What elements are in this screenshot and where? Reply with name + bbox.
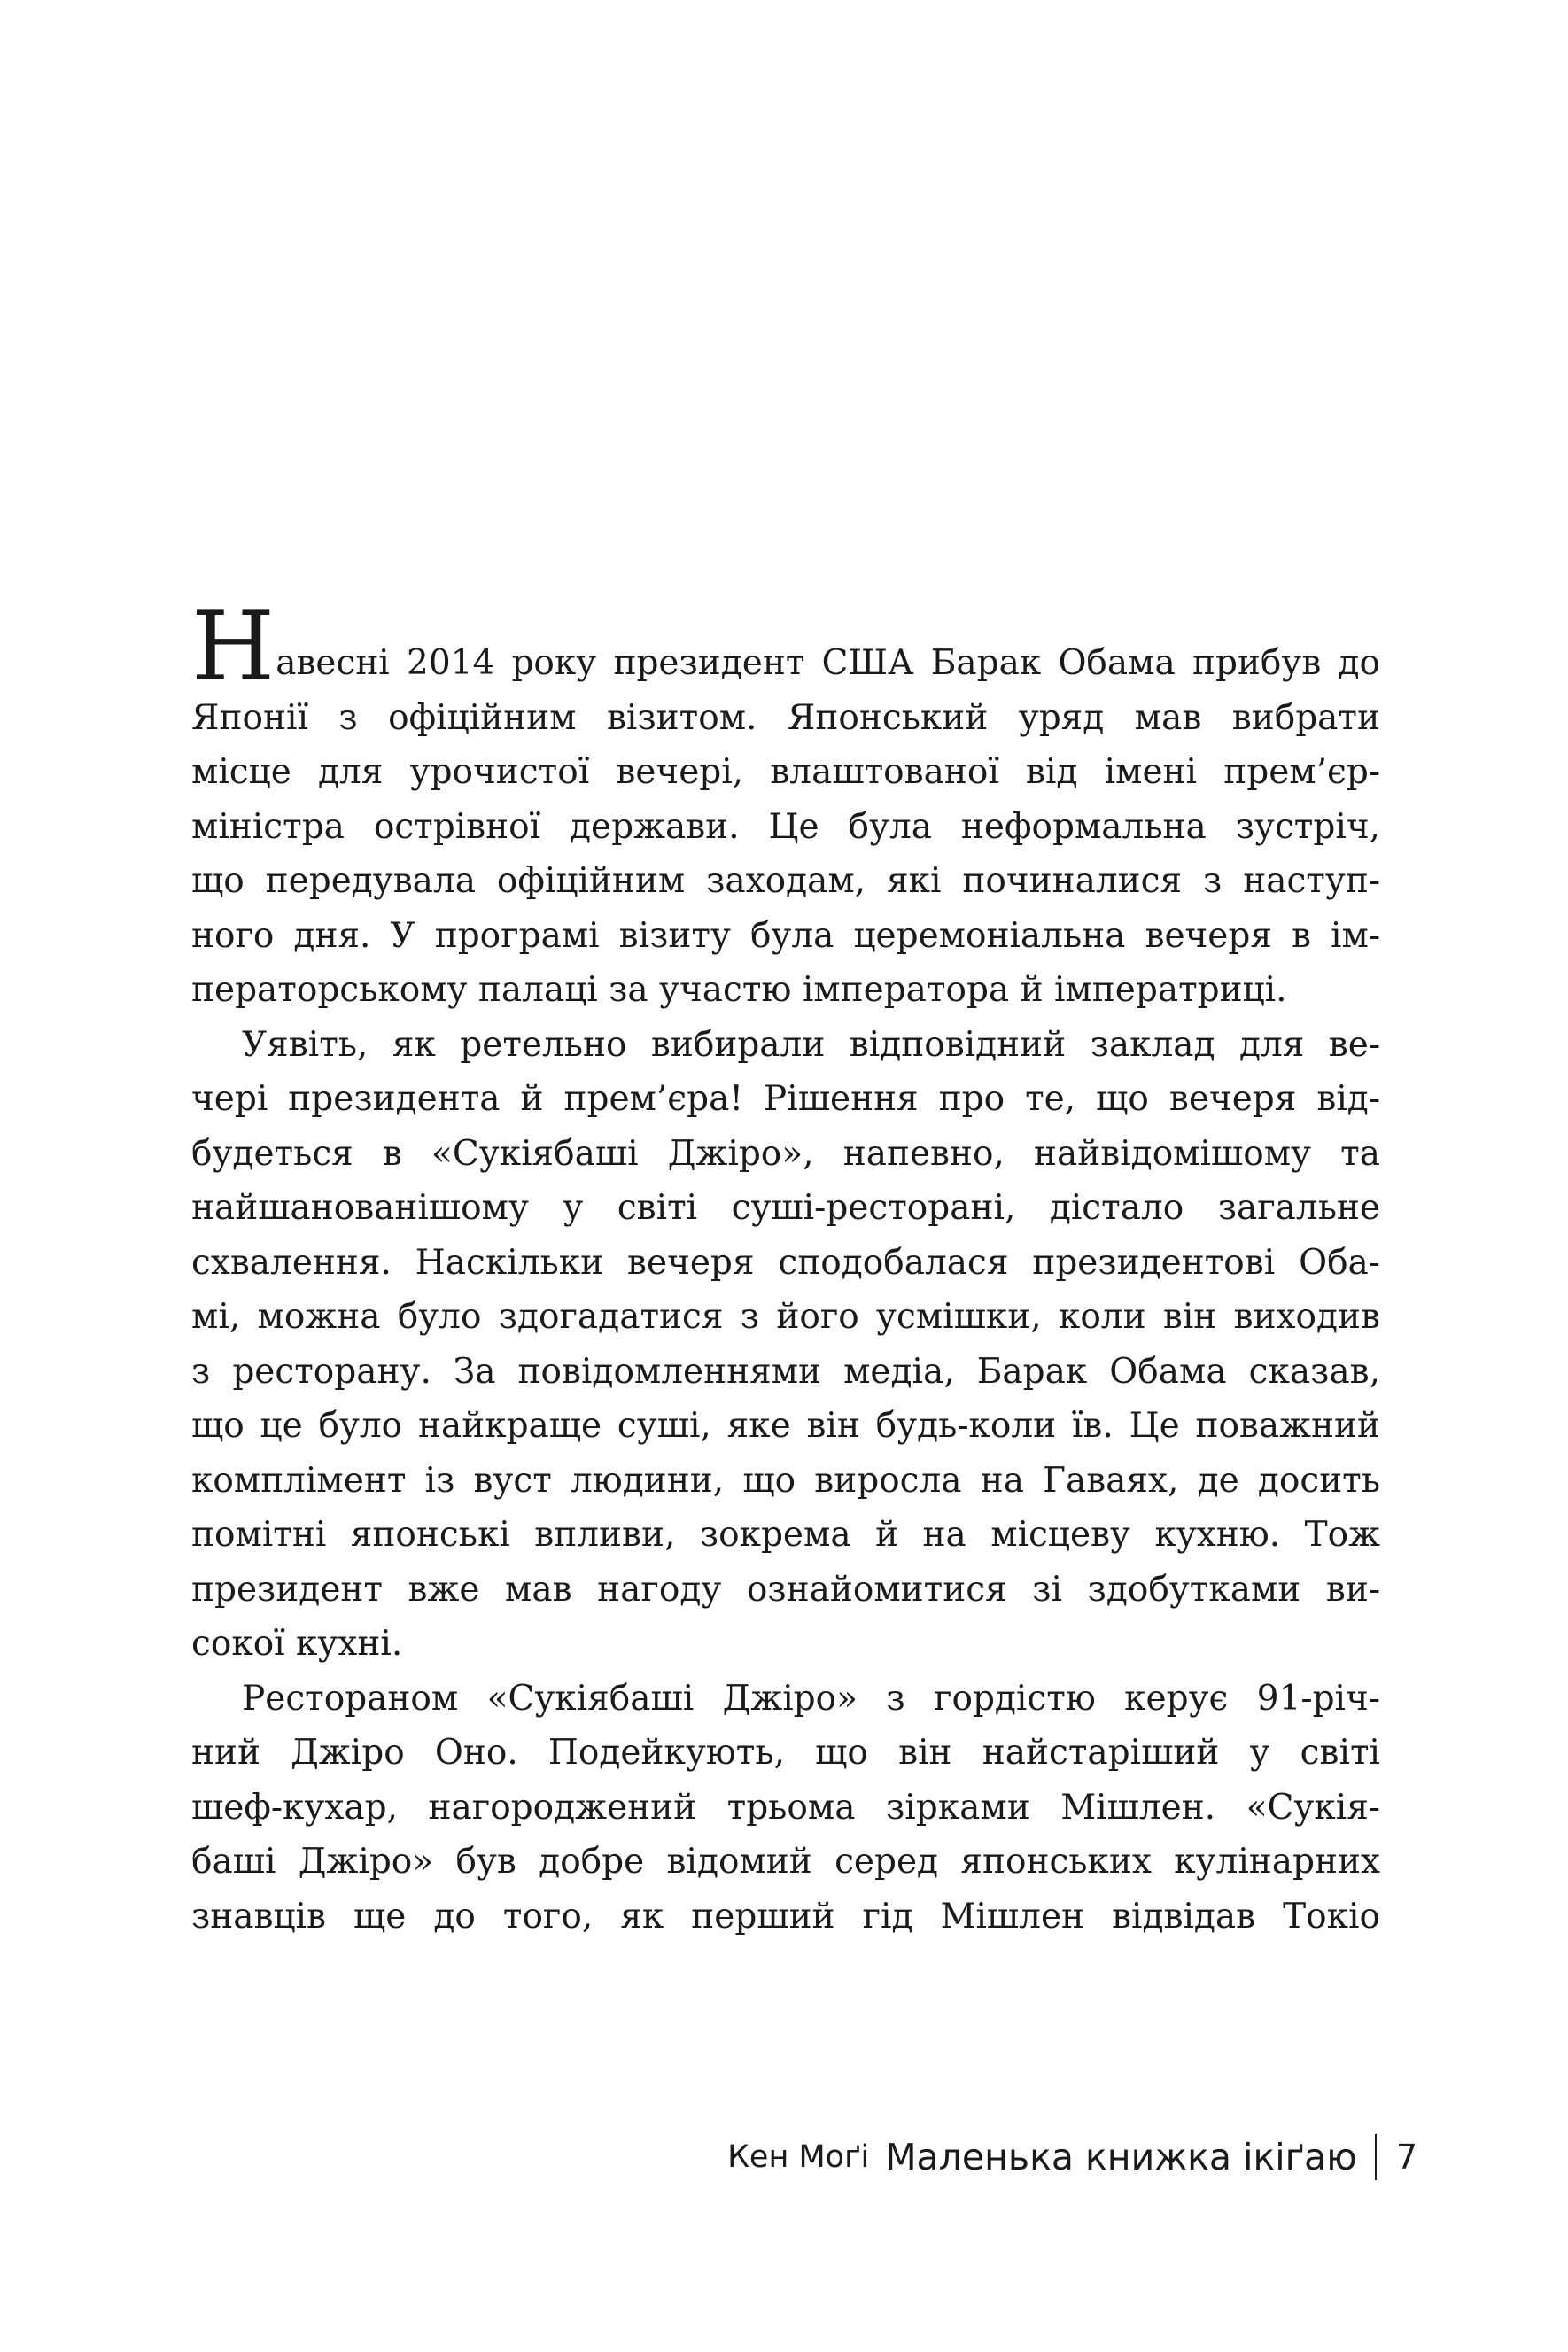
text-line: що це було найкраще суші, яке він будь-коли їв. Це поважний <box>191 1406 1380 1446</box>
page-number: 7 <box>1395 2138 1417 2177</box>
text-line: будеться в «Сукіябаші Джіро», напевно, найвідомішому та <box>191 1133 1380 1174</box>
text-line: знавців ще до того, як перший гід Мішлен відвідав Токіо <box>191 1896 1380 1937</box>
drop-cap: Н <box>191 592 276 702</box>
text-line: мі, можна було здогадатися з його усмішки, коли він виходив <box>191 1297 1380 1337</box>
text-line: шеф-кухар, нагороджений трьома зірками Мішлен. «Сукія- <box>191 1787 1380 1828</box>
text-line: Навесні 2014 року президент США Барак Обама прибув до <box>191 592 1380 702</box>
paragraph-2 <box>191 1018 1380 1672</box>
text-line: комплімент із вуст людини, що виросла на Гаваях, де досить <box>191 1460 1380 1501</box>
text-line: чері президента й прем’єра! Рішення про те, що вечеря від- <box>191 1079 1380 1119</box>
text-line: сокої кухні. <box>191 1624 403 1664</box>
paragraph-1 <box>191 592 1380 1018</box>
page-footer <box>727 2131 1417 2184</box>
footer-divider <box>1375 2134 1377 2180</box>
text-line: ператорському палаці за участю імператора й імператриці. <box>191 970 1287 1010</box>
text-line: баші Джіро» був добре відомий серед японських кулінарних <box>191 1842 1380 1882</box>
text-line: з ресторану. За повідомленнями медіа, Барак Обама сказав, <box>191 1351 1380 1392</box>
text-line: Японії з офіційним візитом. Японський уряд мав вибрати <box>191 697 1380 738</box>
text-line: Уявіть, як ретельно вибирали відповідний заклад для ве- <box>242 1024 1380 1065</box>
text-line: що передувала офіційним заходам, які починалися з наступ- <box>191 861 1380 901</box>
text-line: найшанованішому у світі суші-ресторані, дістало загальне <box>191 1188 1380 1228</box>
footer-book-title: Маленька книжка ікіґаю <box>885 2136 1357 2178</box>
text-line: схвалення. Наскільки вечеря сподобалася президентові Оба- <box>191 1242 1380 1283</box>
body-text <box>191 592 1380 1944</box>
paragraph-3 <box>191 1672 1380 1944</box>
text-line: ного дня. У програмі візиту була церемоніальна вечеря в ім- <box>191 915 1380 956</box>
text-line: президент вже мав нагоду ознайомитися зі здобутками ви- <box>191 1569 1380 1610</box>
footer-author: Кен Моґі <box>727 2139 870 2175</box>
text-line: Рестораном «Сукіябаші Джіро» з гордістю керує 91-річ- <box>242 1678 1380 1719</box>
text-line: місце для урочистої вечері, влаштованої від імені прем’єр- <box>191 752 1380 792</box>
text-line: міністра острівної держави. Це була неформальна зустріч, <box>191 806 1380 847</box>
text-line: ний Джіро Оно. Подейкують, що він найстаріший у світі <box>191 1733 1380 1773</box>
text-line: помітні японські впливи, зокрема й на місцеву кухню. Тож <box>191 1515 1380 1555</box>
